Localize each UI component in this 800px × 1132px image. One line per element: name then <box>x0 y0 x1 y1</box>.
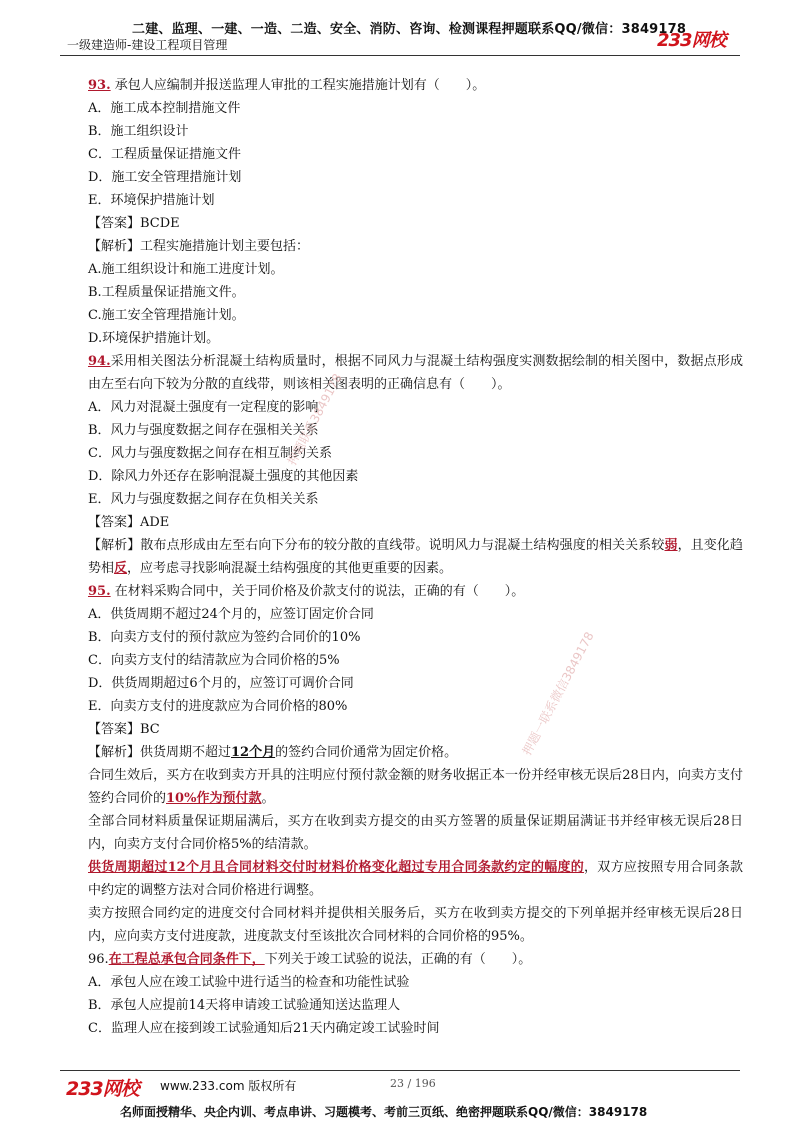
q94-stem <box>62 350 743 396</box>
q93-analysis-item-c: C.施工安全管理措施计划。 <box>88 308 245 323</box>
q93-option-b: B．施工组织设计 <box>88 124 189 139</box>
q93-stem-line <box>88 74 743 97</box>
footer-logo: 233网校 <box>66 1078 139 1100</box>
q94-analysis <box>88 534 743 580</box>
q94-option-b: B．风力与强度数据之间存在强相关关系 <box>88 423 319 438</box>
document-body <box>88 74 743 1040</box>
q96-stem-line <box>88 948 743 971</box>
q94-option-d: D．除风力外还存在影响混凝土强度的其他因素 <box>88 469 359 484</box>
page-number: 23 / 196 <box>390 1077 436 1090</box>
footer-copyright: www.233.com 版权所有 <box>160 1079 297 1093</box>
q94-analysis-part-3: ，应考虑寻找影响混凝土结构强度的其他更重要的因素。 <box>127 561 453 576</box>
q95-analysis-2 <box>88 764 743 810</box>
watermark-left: 押题联系3849178 <box>284 371 345 468</box>
q95-answer: 【答案】BC <box>88 722 160 737</box>
q95-option-d: D．供货周期超过6个月的，应签订可调价合同 <box>88 676 354 691</box>
q94-analysis-part-1: 【解析】散布点形成由左至右向下分布的较分散的直线带。说明风力与混凝土结构强度的相关关系较 <box>88 538 665 553</box>
q93-answer: 【答案】BCDE <box>88 216 180 231</box>
q93-stem: 承包人应编制并报送监理人审批的工程实施措施计划有（ ）。 <box>114 78 486 93</box>
q93-analysis-item-a: A.施工组织设计和施工进度计划。 <box>88 262 284 277</box>
q94-option-e: E．风力与强度数据之间存在负相关关系 <box>88 492 319 507</box>
q95-analysis-4-part-2: ，双方应按照专用合同条款中约定的调整方法对合同价格进行调整。 <box>88 860 743 898</box>
q95-analysis-4-highlight: 供货周期超过12个月且合同材料交付时材料价格变化超过专用合同条款约定的幅度的 <box>88 860 585 875</box>
q94-analysis-part-2: ，且变化趋势相 <box>88 538 743 576</box>
header-logo: 233网校 <box>657 30 726 51</box>
q94-number: 94. <box>88 354 111 369</box>
q95-number: 95. <box>88 584 111 599</box>
page-header <box>0 0 800 60</box>
q96-option-c: C．监理人应在接到竣工试验通知后21天内确定竣工试验时间 <box>88 1021 440 1036</box>
q95-analysis-1-part-2: 的签约合同价通常为固定价格。 <box>275 745 458 760</box>
q95-option-c: C．向卖方支付的结清款应为合同价格的5% <box>88 653 340 668</box>
q93-analysis: 【解析】工程实施措施计划主要包括： <box>88 239 310 254</box>
q94-option-c: C．风力与强度数据之间存在相互制约关系 <box>88 446 332 461</box>
q95-stem: 在材料采购合同中，关于同价格及价款支付的说法，正确的有（ ）。 <box>114 584 525 599</box>
q95-analysis-4 <box>88 856 743 902</box>
footer-contact-line: 名师面授精华、央企内训、考点串讲、习题模考、考前三页纸、绝密押题联系QQ/微信：3849178 <box>120 1105 648 1119</box>
q95-analysis-2-part-1: 合同生效后，买方在收到卖方开具的注明应付预付款金额的财务收据正本一份并经审核无误后28日内，向卖方支付签约合同价的 <box>88 768 743 806</box>
q93-analysis-item-b: B.工程质量保证措施文件。 <box>88 285 245 300</box>
q93-option-a: A．施工成本控制措施文件 <box>88 101 241 116</box>
q94-answer: 【答案】ADE <box>88 515 170 530</box>
q95-analysis-2-part-2: 。 <box>261 791 275 806</box>
q95-option-b: B．向卖方支付的预付款应为签约合同价的10% <box>88 630 361 645</box>
q94-option-a: A．风力对混凝土强度有一定程度的影响 <box>88 400 319 415</box>
q96-stem-highlight: 在工程总承包合同条件下， <box>108 952 265 967</box>
header-subject: 一级建造师-建设工程项目管理 <box>67 38 228 52</box>
q93-option-e: E．环境保护措施计划 <box>88 193 215 208</box>
q95-analysis-1 <box>88 741 743 764</box>
q93-number: 93. <box>88 78 111 93</box>
q96-option-b: B．承包人应提前14天将申请竣工试验通知送达监理人 <box>88 998 401 1013</box>
q95-option-e: E．向卖方支付的进度款应为合同价格的80% <box>88 699 348 714</box>
q95-analysis-2-highlight: 10%作为预付款 <box>166 791 262 806</box>
header-divider <box>60 55 740 56</box>
q95-stem-line <box>88 580 743 603</box>
q94-stem-text: 采用相关图法分析混凝土结构质量时，根据不同风力与混凝土结构强度实测数据绘制的相关图中，数据点形成由左至右向下较为分散的直线带，则该相关图表明的正确信息有（ ）。 <box>88 354 743 392</box>
q95-analysis-3: 全部合同材料质量保证期届满后，买方在收到卖方提交的由买方签署的质量保证期届满证书并经审核无误后28日内，向卖方支付合同价格5%的结清款。 <box>88 814 743 852</box>
q95-analysis-5: 卖方按照合同约定的进度交付合同材料并提供相关服务后，买方在收到卖方提交的下列单据并经审核无误后28日内，应向卖方支付进度款，进度款支付至该批次合同材料的合同价格的95%。 <box>88 906 743 944</box>
q96-option-a: A．承包人应在竣工试验中进行适当的检查和功能性试验 <box>88 975 410 990</box>
q93-option-c: C．工程质量保证措施文件 <box>88 147 241 162</box>
q94-analysis-highlight-2: 反 <box>114 561 128 576</box>
q93-option-d: D．施工安全管理措施计划 <box>88 170 242 185</box>
footer-divider <box>60 1070 740 1071</box>
q95-analysis-1-highlight: 12个月 <box>231 745 276 760</box>
q94-analysis-highlight-1: 弱 <box>664 538 678 553</box>
header-contact-line: 二建、监理、一建、一造、二造、安全、消防、咨询、检测课程押题联系QQ/微信：3849178 <box>132 22 687 37</box>
q95-option-a: A．供货周期不超过24个月的，应签订固定价合同 <box>88 607 374 622</box>
watermark-right: 押题一联系微信3849178 <box>519 629 597 758</box>
q96-stem: 下列关于竣工试验的说法，正确的有（ ）。 <box>264 952 532 967</box>
q93-analysis-item-d: D.环境保护措施计划。 <box>88 331 220 346</box>
q96-number: 96. <box>88 952 109 967</box>
q95-analysis-1-part-1: 【解析】供货周期不超过 <box>88 745 232 760</box>
